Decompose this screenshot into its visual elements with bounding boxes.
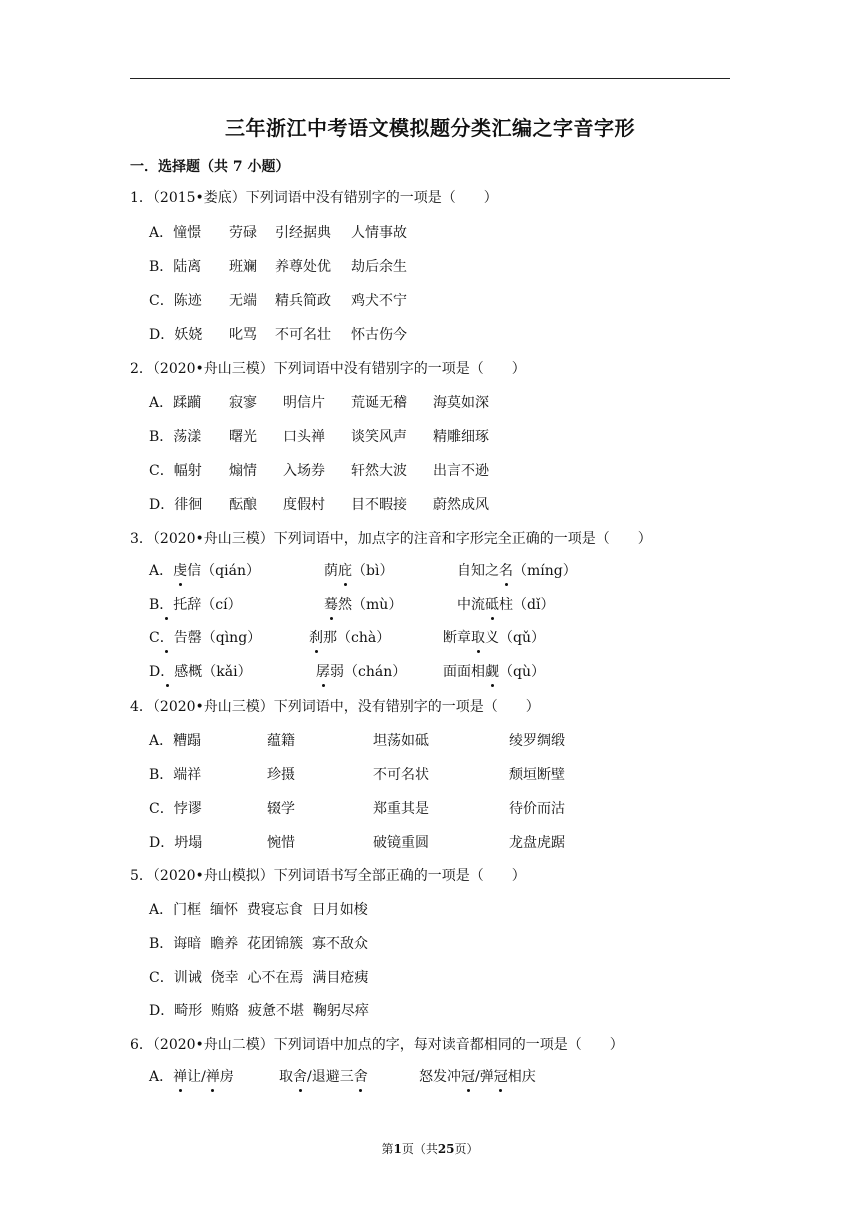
option-word: 刹那（chà） <box>309 630 391 646</box>
option-word: 蓦然（mù） <box>324 597 403 613</box>
option-word: 鸡犬不宁 <box>351 293 407 309</box>
option-word: 出言不逊 <box>433 463 489 479</box>
option-word: 中流砥柱（dǐ） <box>457 597 555 613</box>
footer-mid: 页（共 <box>401 1142 438 1156</box>
emphasis-dot-char: 庇 <box>338 563 352 579</box>
option-word: 龙盘虎踞 <box>509 835 565 851</box>
emphasis-dot-char: 禅 <box>205 1069 220 1085</box>
emphasis-dot-char: 觑 <box>485 664 499 680</box>
emphasis-dot-char: 冠 <box>493 1069 508 1085</box>
option-word: 度假村 <box>283 497 325 513</box>
page-footer <box>0 1140 860 1157</box>
footer-page-number: 1 <box>393 1142 402 1156</box>
option-word: 人情事故 <box>351 225 407 241</box>
option-word: 破镜重圆 <box>373 835 429 851</box>
question-3-stem: 3．（2020•舟山三模）下列词语中，加点字的注音和字形完全正确的一项是（ ） <box>130 531 652 547</box>
option-word: 精兵简政 <box>275 293 331 309</box>
option-word: C．陈迹 <box>149 293 202 309</box>
option-word: D．徘徊 <box>149 497 203 513</box>
option-word: 郑重其是 <box>373 801 429 817</box>
option-word: C．告罄（qìng） <box>149 630 262 646</box>
header-rule <box>130 78 730 79</box>
option-word: B．陆离 <box>149 259 202 275</box>
option-word: 入场券 <box>283 463 325 479</box>
emphasis-dot-char: ． <box>159 597 174 613</box>
option-word: 养尊处优 <box>275 259 331 275</box>
option-word: 蔚然成风 <box>433 497 489 513</box>
question-4-stem: 4．（2020•舟山三模）下列词语中，没有错别字的一项是（ ） <box>130 699 540 715</box>
section-title: 一．选择题（共 7 小题） <box>130 159 290 175</box>
option-word: 引经据典 <box>275 225 331 241</box>
option-word: B．荡漾 <box>149 429 202 445</box>
option-word: 无端 <box>229 293 257 309</box>
option-word: D．坍塌 <box>149 835 203 851</box>
emphasis-dot-char: ． <box>160 664 175 680</box>
emphasis-dot-char: 虔 <box>173 563 188 579</box>
option-word: 辍学 <box>267 801 295 817</box>
option-word: 蕴籍 <box>267 733 295 749</box>
option-word: 珍摄 <box>267 767 295 783</box>
option-word: A．蹂躏 <box>149 395 202 411</box>
option-word: B．托辞（cí） <box>149 597 242 613</box>
emphasis-dot-char: 舍 <box>293 1069 307 1085</box>
option-word: 怀古伤今 <box>351 327 407 343</box>
option-word: 精雕细琢 <box>433 429 489 445</box>
option-word: 孱弱（chán） <box>316 664 407 680</box>
question-5-option-b: B．诲暗 瞻养 花团锦簇 寡不敌众 <box>149 936 368 952</box>
option-word: 取舍/退避三舍 <box>279 1069 368 1085</box>
option-word: C．幅射 <box>149 463 202 479</box>
emphasis-dot-char: 孱 <box>316 664 330 680</box>
emphasis-dot-char: 禅 <box>173 1069 188 1085</box>
emphasis-dot-char: 蓦 <box>324 597 338 613</box>
option-word: 荒诞无稽 <box>351 395 407 411</box>
footer-total-pages: 25 <box>437 1142 455 1156</box>
option-word: 劫后余生 <box>351 259 407 275</box>
emphasis-dot-char: 刹 <box>309 630 323 646</box>
option-word: 明信片 <box>283 395 325 411</box>
option-word: 目不暇接 <box>351 497 407 513</box>
question-5-option-d: D．畸形 贿赂 疲惫不堪 鞠躬尽瘁 <box>149 1003 369 1019</box>
footer-prefix: 第 <box>381 1142 394 1156</box>
option-word: 谈笑风声 <box>351 429 407 445</box>
option-word: 班斓 <box>229 259 257 275</box>
option-word: 惋惜 <box>267 835 295 851</box>
option-word: 曙光 <box>229 429 257 445</box>
option-word: A．憧憬 <box>149 225 202 241</box>
option-word: 口头禅 <box>283 429 325 445</box>
option-word: D．妖娆 <box>149 327 203 343</box>
option-word: D．感概（kǎi） <box>149 664 252 680</box>
option-word: 待价而沽 <box>509 801 565 817</box>
emphasis-dot-char: 冠 <box>461 1069 475 1085</box>
option-word: A．虔信（qián） <box>149 563 260 579</box>
emphasis-dot-char: 砥 <box>485 597 499 613</box>
option-word: 海莫如深 <box>433 395 489 411</box>
option-word: C．悖谬 <box>149 801 202 817</box>
footer-suffix: 页） <box>454 1142 479 1156</box>
option-word: 不可名状 <box>373 767 429 783</box>
option-word: 怒发冲冠/弹冠相庆 <box>419 1069 536 1085</box>
option-word: 轩然大波 <box>351 463 407 479</box>
option-word: 酝酿 <box>229 497 257 513</box>
option-word: 荫庇（bì） <box>324 563 394 579</box>
option-word: 坦荡如砥 <box>373 733 429 749</box>
question-5-option-c: C．训诫 侥幸 心不在焉 满目疮痍 <box>149 970 369 986</box>
question-1-stem: 1．（2015•娄底）下列词语中没有错别字的一项是（ ） <box>130 190 498 206</box>
emphasis-dot-char: 取 <box>471 630 485 646</box>
emphasis-dot-char: 名 <box>499 563 513 579</box>
question-2-stem: 2．（2020•舟山三模）下列词语中没有错别字的一项是（ ） <box>130 361 526 377</box>
question-5-stem: 5．（2020•舟山模拟）下列词语书写全部正确的一项是（ ） <box>130 868 526 884</box>
question-5-option-a: A．门框 缅怀 费寝忘食 日月如梭 <box>149 902 368 918</box>
option-word: 自知之名（míng） <box>457 563 577 579</box>
option-word: A．糟蹋 <box>149 733 202 749</box>
emphasis-dot-char: 舍 <box>353 1069 368 1085</box>
emphasis-dot-char: ． <box>159 630 174 646</box>
option-word: A．禅让/禅房 <box>149 1069 234 1085</box>
option-word: 煽情 <box>229 463 257 479</box>
question-6-stem: 6．（2020•舟山二模）下列词语中加点的字，每对读音都相同的一项是（ ） <box>130 1037 624 1053</box>
option-word: 劳碌 <box>229 225 257 241</box>
option-word: 断章取义（qǔ） <box>443 630 545 646</box>
option-word: 面面相觑（qù） <box>443 664 545 680</box>
option-word: 寂寥 <box>229 395 257 411</box>
option-word: 绫罗绸缎 <box>509 733 565 749</box>
option-word: B．端祥 <box>149 767 202 783</box>
option-word: 不可名壮 <box>275 327 331 343</box>
page-title: 三年浙江中考语文模拟题分类汇编之字音字形 <box>225 116 635 140</box>
option-word: 颓垣断壁 <box>509 767 565 783</box>
option-word: 叱骂 <box>229 327 257 343</box>
